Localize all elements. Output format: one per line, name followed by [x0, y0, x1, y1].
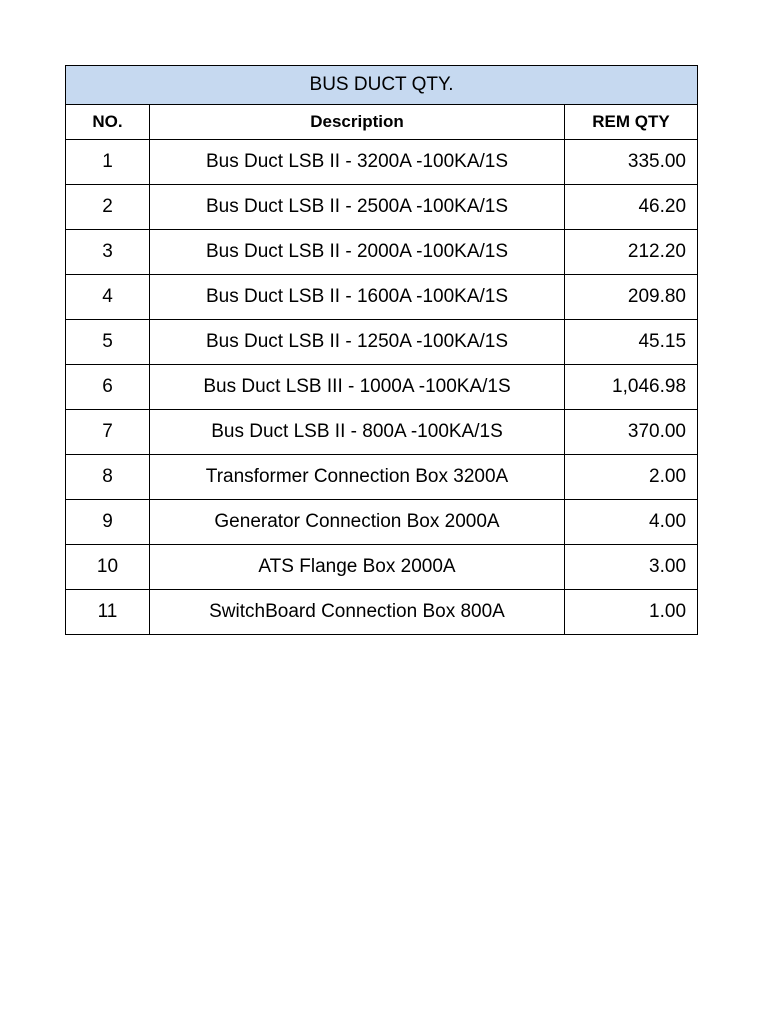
row-description: Bus Duct LSB II - 1250A -100KA/1S — [150, 320, 565, 365]
row-description: Bus Duct LSB II - 800A -100KA/1S — [150, 410, 565, 455]
row-description: Bus Duct LSB II - 3200A -100KA/1S — [150, 140, 565, 185]
row-description: Bus Duct LSB II - 1600A -100KA/1S — [150, 275, 565, 320]
row-rem-qty: 3.00 — [565, 545, 698, 590]
row-rem-qty: 2.00 — [565, 455, 698, 500]
row-description: Bus Duct LSB II - 2000A -100KA/1S — [150, 230, 565, 275]
table-header-row — [66, 105, 698, 140]
table-title: BUS DUCT QTY. — [66, 66, 698, 105]
row-description: Transformer Connection Box 3200A — [150, 455, 565, 500]
row-no: 2 — [66, 185, 150, 230]
row-no: 11 — [66, 590, 150, 635]
row-no: 8 — [66, 455, 150, 500]
row-no: 5 — [66, 320, 150, 365]
table-row — [66, 365, 698, 410]
row-description: Bus Duct LSB III - 1000A -100KA/1S — [150, 365, 565, 410]
row-no: 10 — [66, 545, 150, 590]
row-rem-qty: 46.20 — [565, 185, 698, 230]
table-row — [66, 410, 698, 455]
header-description: Description — [150, 105, 565, 140]
table-row — [66, 185, 698, 230]
row-rem-qty: 370.00 — [565, 410, 698, 455]
table-row — [66, 230, 698, 275]
bus-duct-qty-table — [65, 65, 698, 635]
header-no: NO. — [66, 105, 150, 140]
table-body — [66, 140, 698, 635]
row-description: ATS Flange Box 2000A — [150, 545, 565, 590]
row-no: 3 — [66, 230, 150, 275]
table-row — [66, 140, 698, 185]
row-rem-qty: 212.20 — [565, 230, 698, 275]
row-no: 6 — [66, 365, 150, 410]
row-rem-qty: 209.80 — [565, 275, 698, 320]
table-row — [66, 500, 698, 545]
header-rem-qty: REM QTY — [565, 105, 698, 140]
row-description: SwitchBoard Connection Box 800A — [150, 590, 565, 635]
row-no: 4 — [66, 275, 150, 320]
table-row — [66, 455, 698, 500]
table-title-row — [66, 66, 698, 105]
table-row — [66, 590, 698, 635]
row-no: 7 — [66, 410, 150, 455]
row-rem-qty: 1,046.98 — [565, 365, 698, 410]
row-rem-qty: 4.00 — [565, 500, 698, 545]
row-description: Bus Duct LSB II - 2500A -100KA/1S — [150, 185, 565, 230]
table-row — [66, 545, 698, 590]
row-rem-qty: 335.00 — [565, 140, 698, 185]
row-no: 1 — [66, 140, 150, 185]
row-no: 9 — [66, 500, 150, 545]
row-description: Generator Connection Box 2000A — [150, 500, 565, 545]
row-rem-qty: 1.00 — [565, 590, 698, 635]
row-rem-qty: 45.15 — [565, 320, 698, 365]
table-row — [66, 320, 698, 365]
table-row — [66, 275, 698, 320]
